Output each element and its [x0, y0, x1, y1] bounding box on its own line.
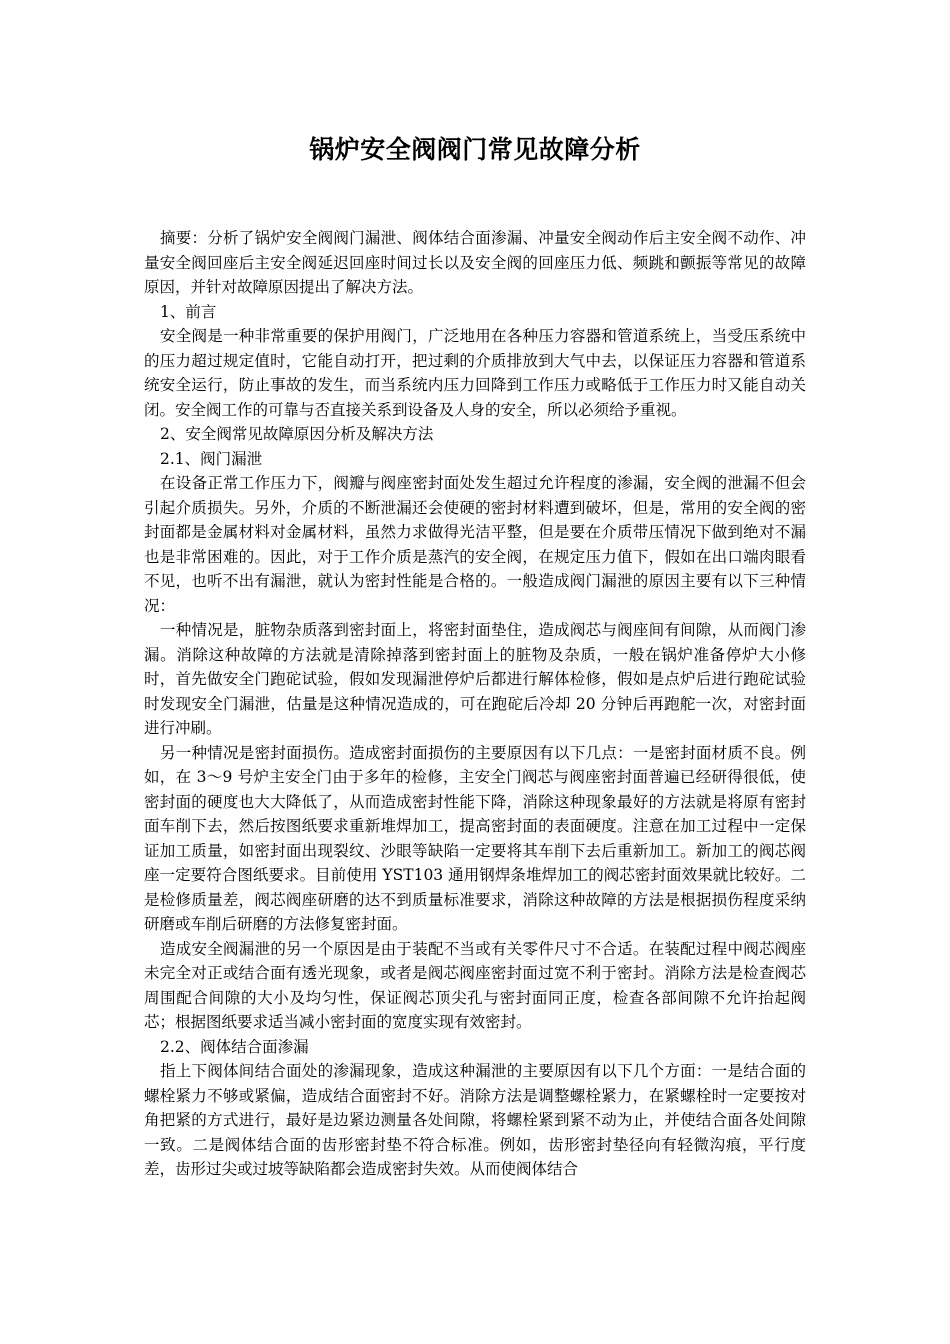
body-paragraph: 另一种情况是密封面损伤。造成密封面损伤的主要原因有以下几点：一是密封面材质不良。例如，在 3～9 号炉主安全门由于多年的检修，主安全门阀芯与阀座密封面普遍已经研得很低，使密封面的硬度也大大降低了，从而造成密封性能下降，消除这种现象最好的方法就是将原有密封面车削下去，然后按图纸要求重新堆焊加工，提高密封面的表面硬度。注意在加工过程中一定保证加工质量，如密封面出现裂纹、沙眼等缺陷一定要将其车削下去后重新加工。新加工的阀芯阀座一定要符合图纸要求。目前使用 YST103 通用钢焊条堆焊加工的阀芯密封面效果就比较好。二是检修质量差，阀芯阀座研磨的达不到质量标准要求，消除这种故障的方法是根据损伤程度采纳研磨或车削后研磨的方法修复密封面。: [144, 743, 806, 933]
subsection-heading-joint-seepage: 2.2、阀体结合面渗漏: [160, 1037, 309, 1056]
body-paragraph: 在设备正常工作压力下，阀瓣与阀座密封面处发生超过允许程度的渗漏，安全阀的泄漏不但会引起介质损失。另外，介质的不断泄漏还会使硬的密封材料遭到破坏，但是，常用的安全阀的密封面都是金属材料对金属材料，虽然力求做得光洁平整，但是要在介质带压情况下做到绝对不漏也是非常困难的。因此，对于工作介质是蒸汽的安全阀，在规定压力值下，假如在出口端肉眼看不见，也听不出有漏泄，就认为密封性能是合格的。一般造成阀门漏泄的原因主要有以下三种情况：: [144, 474, 806, 615]
subsection-heading-valve-leak: 2.1、阀门漏泄: [160, 449, 263, 468]
abstract-paragraph: 摘要：分析了锅炉安全阀阀门漏泄、阀体结合面渗漏、冲量安全阀动作后主安全阀不动作、冲量安全阀回座后主安全阀延迟回座时间过长以及安全阀的回座压力低、频跳和颤振等常见的故障原因，并针对故障原因提出了解决方法。: [144, 229, 806, 296]
body-paragraph: 指上下阀体间结合面处的渗漏现象，造成这种漏泄的主要原因有以下几个方面：一是结合面的螺栓紧力不够或紧偏，造成结合面密封不好。消除方法是调整螺栓紧力，在紧螺栓时一定要按对角把紧的方式进行，最好是边紧边测量各处间隙，将螺栓紧到紧不动为止，并使结合面各处间隙一致。二是阀体结合面的齿形密封垫不符合标准。例如，齿形密封垫径向有轻微沟痕，平行度差，齿形过尖或过坡等缺陷都会造成密封失效。从而使阀体结合: [144, 1062, 806, 1178]
body-paragraph: 造成安全阀漏泄的另一个原因是由于装配不当或有关零件尺寸不合适。在装配过程中阀芯阀座未完全对正或结合面有透光现象，或者是阀芯阀座密封面过宽不利于密封。消除方法是检查阀芯周围配合间隙的大小及均匀性，保证阀芯顶尖孔与密封面同正度，检查各部间隙不允许抬起阀芯；根据图纸要求适当减小密封面的宽度实现有效密封。: [144, 939, 806, 1031]
document-body: [144, 226, 806, 1182]
section-heading-introduction: 1、前言: [160, 302, 217, 321]
body-paragraph: 一种情况是，脏物杂质落到密封面上，将密封面垫住，造成阀芯与阀座间有间隙，从而阀门渗漏。消除这种故障的方法就是清除掉落到密封面上的脏物及杂质，一般在锅炉准备停炉大小修时，首先做安全门跑砣试验，假如发现漏泄停炉后都进行解体检修，假如是点炉后进行跑砣试验时发现安全门漏泄，估量是这种情况造成的，可在跑砣后冷却 20 分钟后再跑舵一次，对密封面进行冲刷。: [144, 621, 806, 737]
body-paragraph: 安全阀是一种非常重要的保护用阀门，广泛地用在各种压力容器和管道系统上，当受压系统中的压力超过规定值时，它能自动打开，把过剩的介质排放到大气中去，以保证压力容器和管道系统安全运行，防止事故的发生，而当系统内压力回降到工作压力或略低于工作压力时又能自动关闭。安全阀工作的可靠与否直接关系到设备及人身的安全，所以必须给予重视。: [144, 327, 806, 419]
document-title: 锅炉安全阀阀门常见故障分析: [309, 135, 641, 164]
section-heading-faults: 2、安全阀常见故障原因分析及解决方法: [160, 425, 434, 443]
